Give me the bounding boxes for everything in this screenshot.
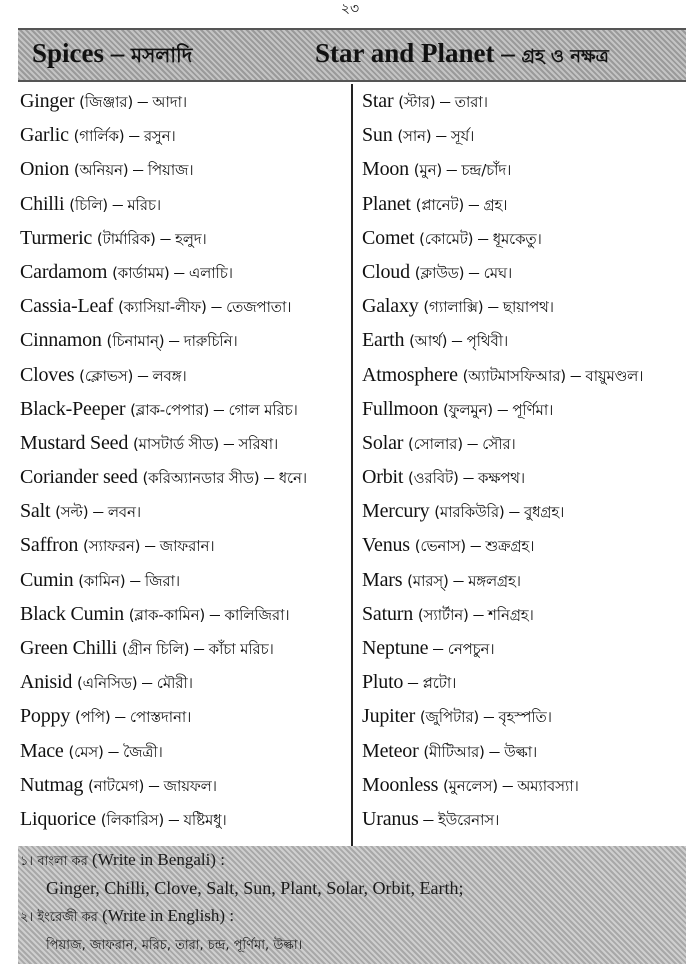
entry-bengali-meaning: এলাচি।	[188, 263, 233, 282]
entry-english-word: Coriander seed	[20, 466, 138, 489]
entry-english-word: Black-Peeper	[20, 397, 126, 420]
star-planet-heading-dash: –	[494, 38, 522, 68]
entry-bengali-meaning: তেজপাতা।	[226, 298, 292, 317]
entry-english-word: Sun	[362, 124, 393, 147]
entry-pronunciation: (ওরবিট)	[408, 469, 459, 488]
vocab-entry: Nutmag (নাটমেগ) – জায়ফল।	[20, 773, 217, 796]
exercise-2-number: ২।	[20, 910, 34, 925]
entry-bengali-meaning: মেঘ।	[483, 263, 513, 282]
vocab-entry: Mace (মেস) – জৈত্রী।	[20, 739, 163, 762]
entry-english-word: Comet	[362, 226, 415, 249]
entry-english-word: Cloud	[362, 260, 410, 283]
entry-english-word: Chilli	[20, 192, 65, 215]
entry-english-word: Cardamom	[20, 260, 108, 283]
vocab-entry: Cloves (ক্লোভস) – লবঙ্গ।	[20, 363, 187, 386]
star-planet-heading	[315, 36, 609, 74]
entry-pronunciation: (নাটমেগ)	[88, 776, 145, 795]
entry-english-word: Planet	[362, 192, 411, 215]
vocab-entry: Orbit (ওরবিট) – কক্ষপথ।	[362, 466, 525, 489]
entry-pronunciation: (মেস)	[68, 742, 104, 761]
entry-bengali-meaning: আদা।	[152, 93, 187, 111]
entry-english-word: Pluto	[362, 671, 404, 694]
entry-bengali-meaning: প্লটো।	[422, 674, 457, 693]
entry-pronunciation: (টার্মারিক)	[96, 229, 156, 248]
spices-list	[20, 84, 348, 836]
vocab-entry: Mustard Seed (মাসটার্ড সীড) – সরিষা।	[20, 431, 279, 454]
entry-english-word: Star	[362, 90, 394, 112]
entry-pronunciation: (স্টার)	[398, 93, 436, 111]
vocab-entry: Cassia-Leaf (ক্যাসিয়া-লীফ) – তেজপাতা।	[20, 295, 292, 318]
vocab-entry: Onion (অনিয়ন) – পিয়াজ।	[20, 158, 194, 181]
exercise-2-bengali-instruction: ইংরেজী কর	[37, 910, 98, 925]
vocab-entry: Ginger (জিঞ্জার) – আদা।	[20, 90, 187, 112]
entry-pronunciation: (ব্লাক-কামিন)	[128, 605, 206, 624]
column-divider	[351, 84, 353, 846]
exercise-box	[18, 846, 686, 964]
entry-pronunciation: (সোলার)	[408, 434, 463, 453]
entry-pronunciation: (চিনামান্)	[106, 332, 165, 351]
star-planet-heading-bn: গ্রহ ও নক্ষত্র	[521, 46, 609, 67]
entry-english-word: Cinnamon	[20, 329, 102, 352]
entry-bengali-meaning: ইউরেনাস।	[437, 810, 500, 829]
entry-english-word: Black Cumin	[20, 602, 124, 625]
entry-english-word: Fullmoon	[362, 397, 439, 420]
entry-pronunciation: (জিঞ্জার)	[79, 93, 133, 111]
entry-pronunciation: (গ্যালাক্সি)	[423, 298, 484, 317]
entry-english-word: Onion	[20, 158, 70, 181]
spices-heading	[32, 36, 192, 72]
entry-bengali-meaning: চন্দ্র/চাঁদ।	[461, 161, 512, 180]
entry-pronunciation: (কোমেট)	[419, 229, 474, 248]
exercise-1-english-instruction: (Write in Bengali) :	[92, 850, 225, 869]
vocab-entry: Planet (প্লানেট) – গ্রহ।	[362, 192, 508, 215]
entry-english-word: Mace	[20, 739, 64, 762]
spices-heading-bn: মসলাদি	[131, 43, 193, 67]
entry-pronunciation: (গার্লিক)	[73, 127, 125, 146]
entry-english-word: Venus	[362, 534, 410, 557]
entry-bengali-meaning: লবঙ্গ।	[152, 366, 187, 385]
vocab-entry: Cloud (ক্লাউড) – মেঘ।	[362, 260, 513, 283]
vocab-entry: Moon (মুন) – চন্দ্র/চাঁদ।	[362, 158, 512, 181]
entry-pronunciation: (মারস্)	[407, 571, 449, 590]
exercise-2-heading	[20, 906, 234, 929]
entry-pronunciation: (মুনলেস)	[443, 776, 498, 795]
entry-bengali-meaning: জিরা।	[144, 571, 180, 590]
entry-english-word: Saffron	[20, 534, 79, 557]
entry-bengali-meaning: ছায়াপথ।	[502, 298, 554, 317]
vocab-entry: Turmeric (টার্মারিক) – হলুদ।	[20, 226, 207, 249]
vocab-entry: Saffron (স্যাফরন) – জাফরান।	[20, 534, 215, 557]
entry-english-word: Cassia-Leaf	[20, 295, 114, 318]
entry-bengali-meaning: বৃহস্পতি।	[498, 708, 552, 727]
vocab-entry: Black Cumin (ব্লাক-কামিন) – কালিজিরা।	[20, 602, 290, 625]
vocab-entry: Atmosphere (অ্যাটমাসফিআর) – বায়ুমণ্ডল।	[362, 363, 644, 386]
vocab-entry: Meteor (মীটিআর) – উল্কা।	[362, 739, 538, 762]
vocab-entry: Earth (আর্থ) – পৃথিবী।	[362, 329, 509, 352]
vocab-entry: Moonless (মুনলেস) – অম্যাবস্যা।	[362, 773, 579, 796]
entry-english-word: Green Chilli	[20, 637, 118, 659]
entry-pronunciation: (গ্রীন চিলি)	[121, 640, 190, 658]
vocab-entry: Uranus – ইউরেনাস।	[362, 807, 500, 830]
entry-english-word: Anisid	[20, 671, 73, 694]
entry-bengali-meaning: কালিজিরা।	[224, 605, 290, 624]
entry-bengali-meaning: তারা।	[454, 93, 488, 111]
entry-pronunciation: (কামিন)	[78, 571, 126, 590]
entry-english-word: Earth	[362, 329, 405, 352]
entry-bengali-meaning: সৌর।	[482, 434, 516, 453]
vocab-entry: Star (স্টার) – তারা।	[362, 90, 488, 112]
entry-english-word: Moon	[362, 158, 409, 181]
entry-pronunciation: (অ্যাটমাসফিআর)	[462, 366, 566, 385]
entry-bengali-meaning: উল্কা।	[504, 742, 538, 761]
vocab-entry: Solar (সোলার) – সৌর।	[362, 431, 516, 454]
entry-bengali-meaning: ধনে।	[278, 469, 307, 488]
entry-bengali-meaning: লবন।	[107, 503, 141, 522]
entry-english-word: Saturn	[362, 602, 414, 625]
entry-pronunciation: (অনিয়ন)	[73, 161, 129, 180]
vocab-entry: Cinnamon (চিনামান্) – দারুচিনি।	[20, 329, 238, 352]
vocab-entry: Galaxy (গ্যালাক্সি) – ছায়াপথ।	[362, 295, 554, 318]
vocab-entry: Neptune – নেপচুন।	[362, 637, 495, 659]
entry-english-word: Moonless	[362, 773, 439, 796]
entry-bengali-meaning: নেপচুন।	[447, 640, 495, 658]
page-number: ২৩	[340, 2, 360, 17]
entry-pronunciation: (করিঅ্যানডার সীড)	[142, 469, 260, 488]
entry-english-word: Orbit	[362, 466, 404, 489]
entry-english-word: Solar	[362, 431, 404, 454]
entry-english-word: Jupiter	[362, 705, 416, 728]
vocab-entry: Saturn (স্যার্টান) – শনিগ্রহ।	[362, 602, 534, 625]
vocab-entry: Fullmoon (ফুলমুন) – পূর্ণিমা।	[362, 397, 554, 420]
entry-english-word: Neptune	[362, 637, 429, 659]
vocab-entry: Pluto – প্লটো।	[362, 671, 457, 694]
entry-bengali-meaning: গ্রহ।	[483, 195, 508, 214]
exercise-1-number: ১।	[20, 854, 34, 869]
vocab-entry: Cardamom (কার্ডামম) – এলাচি।	[20, 260, 233, 283]
entry-english-word: Mustard Seed	[20, 431, 129, 454]
entry-pronunciation: (পপি)	[74, 708, 111, 727]
vocab-entry: Garlic (গার্লিক) – রসুন।	[20, 124, 176, 147]
entry-english-word: Cloves	[20, 363, 75, 386]
entry-bengali-meaning: পোস্তদানা।	[129, 708, 192, 727]
entry-bengali-meaning: শনিগ্রহ।	[488, 605, 534, 624]
vocab-entry: Liquorice (লিকারিস) – যষ্টিমধু।	[20, 807, 227, 830]
exercise-1-words: Ginger, Chilli, Clove, Salt, Sun, Plant, Solar, Orbit, Earth;	[46, 878, 464, 898]
entry-pronunciation: (লিকারিস)	[100, 810, 165, 829]
entry-pronunciation: (এনিসিড)	[76, 674, 138, 693]
entry-pronunciation: (স্যার্টান)	[417, 605, 469, 624]
entry-bengali-meaning: সূর্য।	[450, 127, 475, 146]
star-planet-heading-en: Star and Planet	[315, 38, 495, 68]
exercise-2-words: পিয়াজ, জাফরান, মরিচ, তারা, চন্দ্র, পূর্ণিমা, উল্কা।	[46, 938, 303, 953]
exercise-2-english-instruction: (Write in English) :	[102, 906, 235, 925]
entry-bengali-meaning: যষ্টিমধু।	[183, 810, 227, 829]
entry-pronunciation: (ক্লাউড)	[414, 263, 465, 282]
vocab-entry: Chilli (চিলি) – মরিচ।	[20, 192, 161, 215]
entry-english-word: Cumin	[20, 568, 74, 591]
entry-pronunciation: (ফুলমুন)	[443, 400, 493, 419]
entry-bengali-meaning: মরিচ।	[127, 195, 161, 214]
entry-bengali-meaning: সরিষা।	[238, 434, 279, 453]
entry-bengali-meaning: পৃথিবী।	[466, 332, 509, 351]
entry-pronunciation: (সল্ট)	[55, 503, 89, 522]
entry-english-word: Poppy	[20, 705, 71, 728]
entry-bengali-meaning: পিয়াজ।	[147, 161, 194, 180]
entry-english-word: Salt	[20, 500, 51, 523]
entry-pronunciation: (মারকিউরি)	[434, 503, 505, 522]
entry-pronunciation: (সান)	[397, 127, 432, 146]
entry-bengali-meaning: রসুন।	[143, 127, 176, 146]
spices-heading-en: Spices	[32, 38, 105, 68]
vocab-entry: Anisid (এনিসিড) – মৌরী।	[20, 671, 193, 694]
entry-english-word: Liquorice	[20, 807, 96, 830]
vocab-entry: Mars (মারস্) – মঙ্গলগ্রহ।	[362, 568, 521, 591]
vocab-entry: Comet (কোমেট) – ধূমকেতু।	[362, 226, 542, 249]
entry-bengali-meaning: বায়ুমণ্ডল।	[585, 366, 644, 385]
entry-pronunciation: (জুপিটার)	[419, 708, 480, 727]
entry-english-word: Nutmag	[20, 773, 84, 796]
entry-pronunciation: (ভেনাস)	[414, 537, 466, 556]
entry-english-word: Galaxy	[362, 295, 419, 318]
vocab-entry: Poppy (পপি) – পোস্তদানা।	[20, 705, 192, 728]
entry-english-word: Turmeric	[20, 226, 93, 249]
entry-bengali-meaning: পূর্ণিমা।	[512, 400, 554, 419]
entry-pronunciation: (ব্লাক-পেপার)	[130, 400, 210, 419]
star-planet-list	[362, 84, 692, 836]
entry-english-word: Mars	[362, 568, 403, 591]
vocab-entry: Cumin (কামিন) – জিরা।	[20, 568, 180, 591]
entry-bengali-meaning: বুধগ্রহ।	[523, 503, 565, 522]
entry-english-word: Uranus	[362, 807, 419, 830]
vocab-entry: Black-Peeper (ব্লাক-পেপার) – গোল মরিচ।	[20, 397, 298, 420]
entry-pronunciation: (প্লানেট)	[415, 195, 465, 214]
entry-english-word: Meteor	[362, 739, 419, 762]
entry-pronunciation: (কার্ডামম)	[112, 263, 170, 282]
entry-bengali-meaning: দারুচিনি।	[183, 332, 238, 351]
vocab-entry: Green Chilli (গ্রীন চিলি) – কাঁচা মরিচ।	[20, 637, 274, 659]
entry-english-word: Mercury	[362, 500, 430, 523]
entry-pronunciation: (স্যাফরন)	[83, 537, 141, 556]
section-header-band	[18, 28, 686, 82]
entry-bengali-meaning: মঙ্গলগ্রহ।	[468, 571, 521, 590]
entry-bengali-meaning: জায়ফল।	[163, 776, 217, 795]
entry-pronunciation: (ক্লোভস)	[79, 366, 134, 385]
entry-english-word: Atmosphere	[362, 363, 458, 386]
entry-bengali-meaning: কাঁচা মরিচ।	[208, 640, 274, 658]
entry-pronunciation: (ক্যাসিয়া-লীফ)	[118, 298, 207, 317]
entry-bengali-meaning: হলুদ।	[175, 229, 207, 248]
spices-heading-dash: –	[104, 38, 132, 68]
vocab-entry: Salt (সল্ট) – লবন।	[20, 500, 141, 523]
entry-pronunciation: (আর্থ)	[409, 332, 448, 351]
entry-bengali-meaning: অম্যাবস্যা।	[517, 776, 579, 795]
vocab-entry: Mercury (মারকিউরি) – বুধগ্রহ।	[362, 500, 565, 523]
entry-pronunciation: (মুন)	[413, 161, 442, 180]
entry-bengali-meaning: মৌরী।	[156, 674, 193, 693]
vocab-entry: Coriander seed (করিঅ্যানডার সীড) – ধনে।	[20, 466, 307, 489]
vocab-entry: Sun (সান) – সূর্য।	[362, 124, 475, 147]
entry-bengali-meaning: শুক্রগ্রহ।	[485, 537, 535, 556]
entry-bengali-meaning: জৈত্রী।	[123, 742, 163, 761]
entry-english-word: Garlic	[20, 124, 69, 147]
entry-pronunciation: (মাসটার্ড সীড)	[132, 434, 220, 453]
exercise-1-heading	[20, 850, 225, 873]
entry-bengali-meaning: ধূমকেতু।	[492, 229, 542, 248]
vocab-entry: Jupiter (জুপিটার) – বৃহস্পতি।	[362, 705, 552, 728]
entry-pronunciation: (মীটিআর)	[423, 742, 485, 761]
entry-bengali-meaning: গোল মরিচ।	[228, 400, 298, 419]
entry-english-word: Ginger	[20, 90, 75, 112]
entry-bengali-meaning: জাফরান।	[159, 537, 215, 556]
vocab-entry: Venus (ভেনাস) – শুক্রগ্রহ।	[362, 534, 535, 557]
entry-pronunciation: (চিলি)	[69, 195, 108, 214]
exercise-1-bengali-instruction: বাংলা কর	[37, 854, 88, 869]
entry-bengali-meaning: কক্ষপথ।	[478, 469, 525, 488]
